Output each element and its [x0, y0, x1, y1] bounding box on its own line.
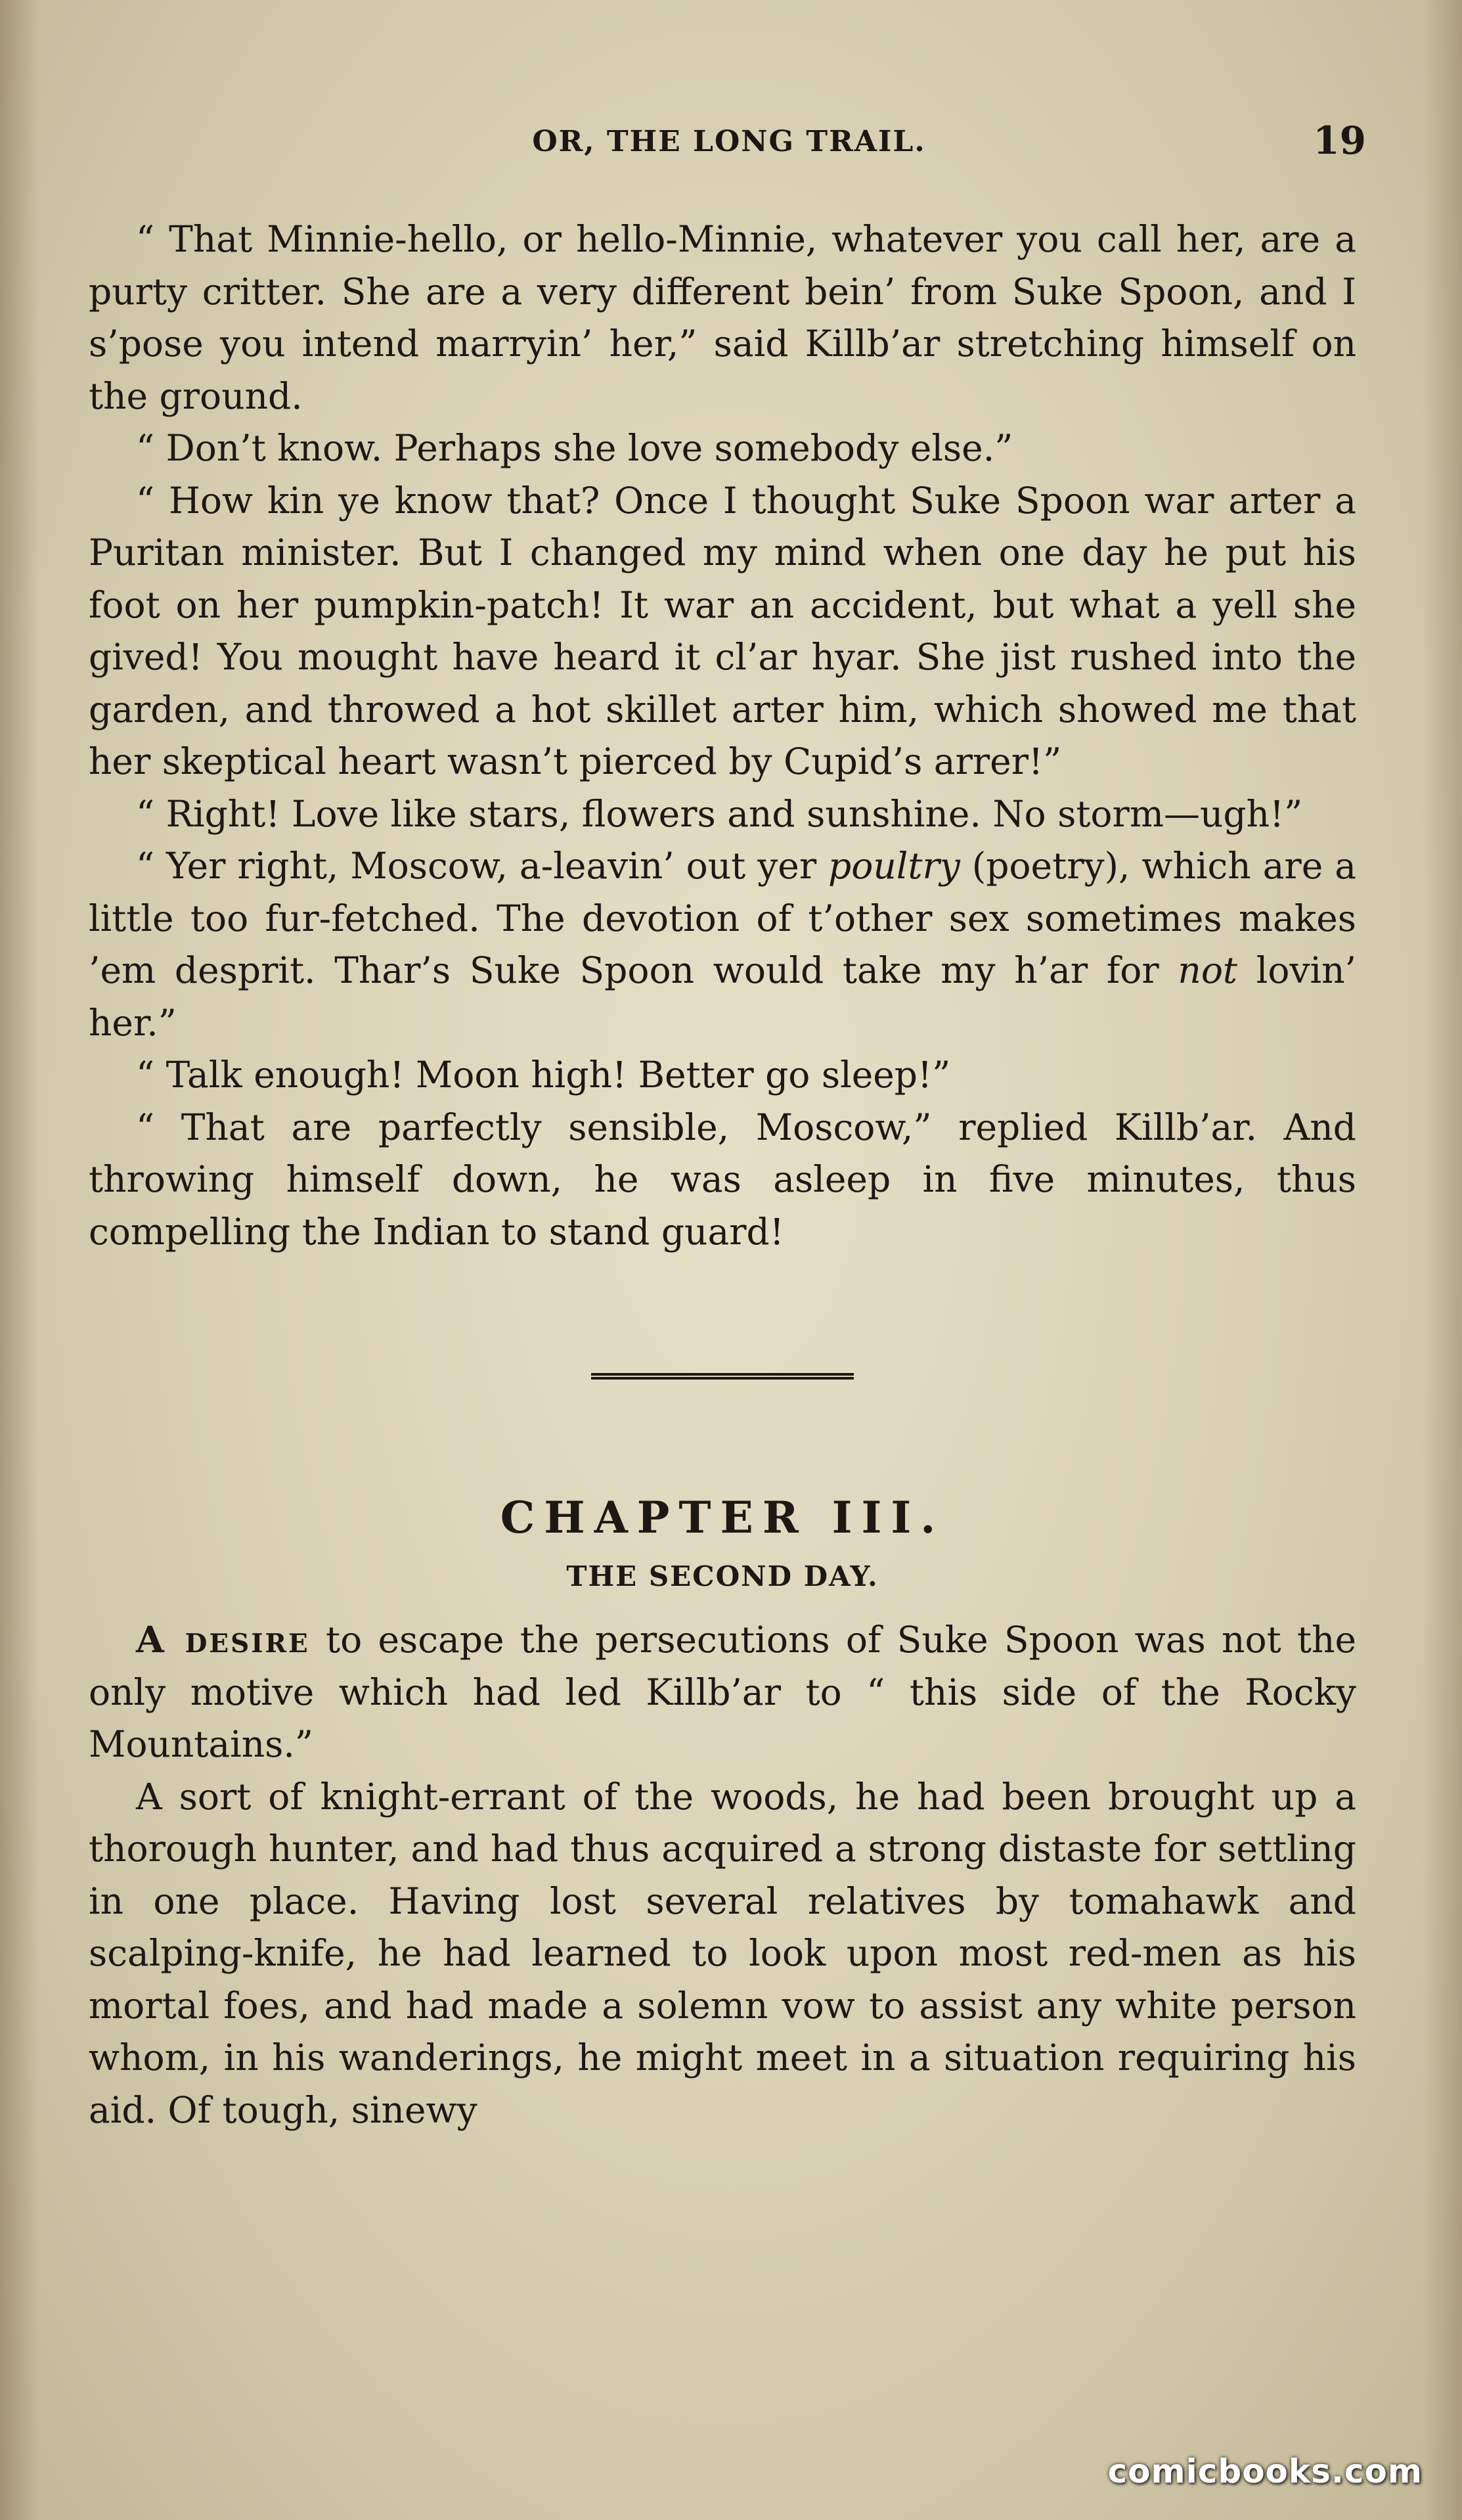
page-shadow-left [0, 0, 39, 2520]
watermark: comicbooks.com [1107, 2452, 1423, 2490]
paragraph: “ How kin ye know that? Once I thought Suke Spoon war arter a Puritan minister. But I changed my mind when one day he put his foot on her pumpkin-patch! It war an accident, but what a yell she gived! You mought have heard it cl’ar hyar. She jist rushed into the garden, and throwed a hot skillet arter him, which showed me that her skeptical heart wasn’t pierced by Cupid’s arrer!” [89, 479, 1356, 782]
section-divider [591, 1373, 854, 1380]
running-head: OR, THE LONG TRAIL. [532, 125, 926, 158]
paragraph: “ Talk enough! Moon high! Better go sleep!” [136, 1054, 951, 1096]
italic-word: poultry [828, 845, 960, 887]
chapter-title: CHAPTER III. [500, 1492, 945, 1543]
paragraph: “ Don’t know. Perhaps she love somebody else.” [136, 427, 1013, 469]
page-header [92, 118, 1366, 171]
chapter-subtitle: THE SECOND DAY. [566, 1560, 879, 1592]
paragraph: “ That are parfectly sensible, Moscow,” replied Killb’ar. And throwing himself down, he was asleep in five minutes, thus compelling the Indian to stand guard! [89, 1106, 1356, 1253]
page-shadow-right [1423, 0, 1462, 2520]
page-number: 19 [1313, 118, 1366, 163]
paragraph-text: lovin’ her.” [89, 949, 1356, 1044]
paragraph [89, 840, 1356, 1049]
paragraph: “ Right! Love like stars, flowers and sunshine. No storm—ugh!” [136, 792, 1303, 835]
body-text [89, 214, 1356, 2136]
paragraph [89, 1613, 1356, 1771]
paragraph: “ That Minnie-hello, or hello-Minnie, whatever you call her, are a purty critter. She are a very different bein’ from Suke Spoon, and I s’pose you intend marryin’ her,” said Killb’ar stretching himself on the ground. [89, 218, 1356, 417]
paragraph-text: to escape the persecutions of Suke Spoon was not the only motive which had led Killb’ar to “ this side of the Rocky Mountains.” [89, 1619, 1356, 1765]
paragraph-text: (poetry), which are a little too fur-fetched. The devotion of t’other sex sometimes makes ’em desprit. Thar’s Suke Spoon would take my h’ar for [89, 845, 1356, 991]
paragraph-text: “ Yer right, Moscow, a-leavin’ out yer [136, 845, 829, 887]
lead-words: A desire [136, 1618, 310, 1661]
paragraph: A sort of knight-errant of the woods, he had been brought up a thorough hunter, and had thus acquired a strong distaste for settling in one place. Having lost several relatives by tomahawk and scalping-knife, he had learned to look upon most red-men as his mortal foes, and had made a solemn vow to assist any white person whom, in his wanderings, he might meet in a situation requiring his aid. Of tough, sinewy [89, 1775, 1356, 2131]
italic-word: not [1178, 949, 1238, 991]
